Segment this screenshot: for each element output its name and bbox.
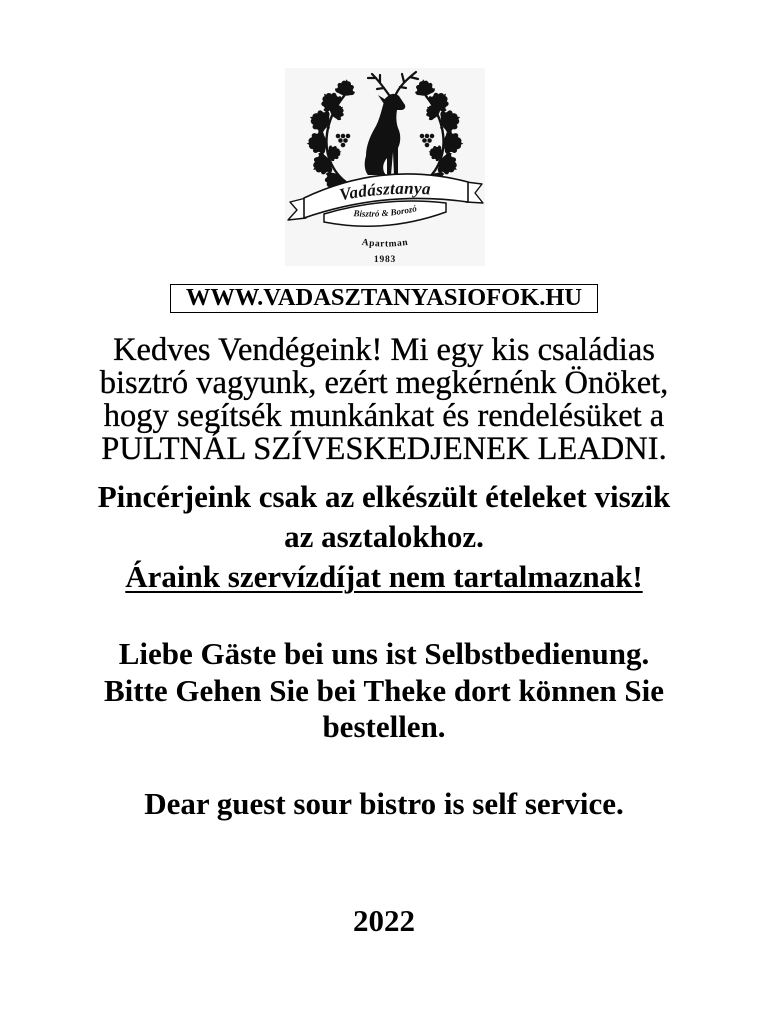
service-charge-text: Áraink szervízdíjat nem tartalmaznak! bbox=[125, 559, 643, 594]
waiters-notice-hungarian bbox=[0, 477, 768, 597]
logo-title: Vadásztanya bbox=[337, 178, 432, 205]
notice-english bbox=[0, 786, 768, 823]
notice-line: hogy segítsék munkánkat és rendelésüket a bbox=[103, 398, 665, 434]
notice-year bbox=[0, 903, 768, 940]
notice-line: bisztró vagyunk, ezért megkérnénk Önöket, bbox=[99, 365, 669, 401]
notice-line: Bitte Gehen Sie bei Theke dort können Sie bbox=[103, 672, 665, 708]
logo bbox=[280, 62, 490, 272]
website-url-box bbox=[170, 284, 598, 313]
logo-subtitle: Bisztró & Borozó bbox=[353, 203, 418, 219]
notice-line: Liebe Gäste bei uns ist Selbstbedienung. bbox=[118, 636, 650, 671]
notice-hungarian bbox=[0, 334, 768, 466]
service-charge-note bbox=[0, 557, 768, 597]
grape bbox=[340, 142, 345, 147]
year-text: 2022 bbox=[353, 903, 415, 938]
logo-caption-text bbox=[361, 238, 409, 250]
notice-line: Dear guest sour bistro is self service. bbox=[144, 786, 624, 821]
logo-established: 1983 bbox=[373, 255, 397, 265]
notice-german bbox=[0, 636, 768, 746]
logo-caption: Apartman bbox=[361, 237, 409, 250]
notice-line: PULTNÁL SZÍVESKEDJENEK LEADNI. bbox=[101, 431, 667, 467]
notice-line: az asztalokhoz. bbox=[284, 519, 484, 554]
notice-line: Kedves Vendégeink! Mi egy kis családias bbox=[113, 332, 655, 368]
website-url: WWW.VADASZTANYASIOFOK.HU bbox=[185, 284, 583, 311]
notice-line: bestellen. bbox=[322, 709, 446, 744]
notice-line: Pincérjeink csak az elkészült ételeket viszik bbox=[97, 479, 671, 514]
